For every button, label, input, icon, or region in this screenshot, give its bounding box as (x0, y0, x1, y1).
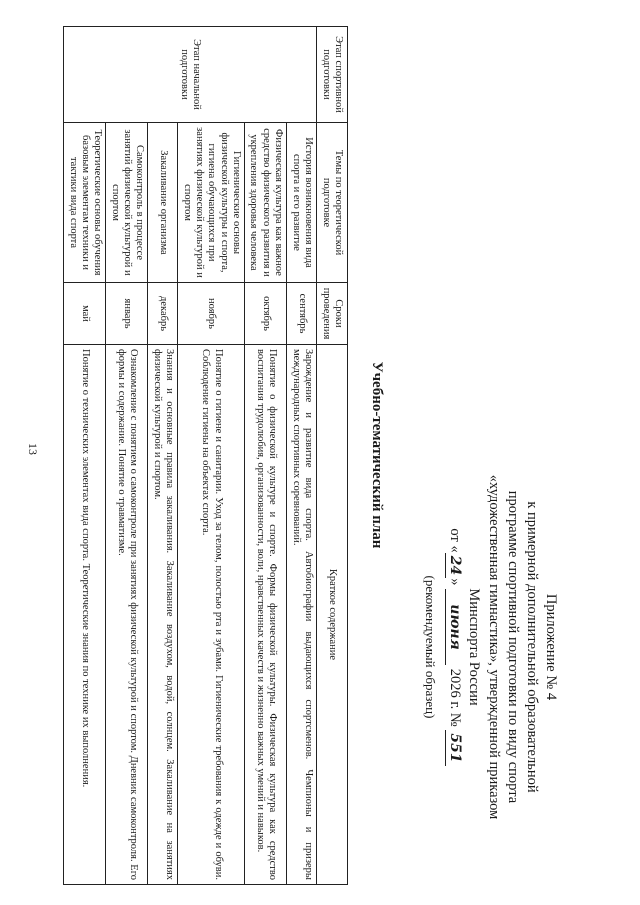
content-cell: Зарождение и развитие вида спорта. Автобиографии выдающихся спортсменов. Чемпионы и призеры международных спортивных соревнований. (287, 345, 317, 885)
header-topic: Темы по теоретической подготовке (317, 123, 348, 283)
table-row (178, 27, 245, 885)
order-month-handwritten: июня (445, 589, 464, 665)
topic-cell: Самоконтроль в процессе занятий физической культурой и спортом (106, 123, 148, 283)
content-cell: Ознакомление с понятием о самоконтроле при занятиях физической культурой и спортом. Дневник самоконтроля. Его формы и содержание. Понятие о травматизме. (106, 345, 148, 885)
topic-cell: Физическая культура как важное средство физического развития и укрепления здоровья человека (245, 123, 287, 283)
table-row (245, 27, 287, 885)
content-cell: Знания и основные правила закаливания. Закаливание воздухом, водой, солнцем. Закаливание на занятиях физической культурой и спортом. (148, 345, 178, 885)
content-cell: Понятие о гигиене и санитарии. Уход за телом, полостью рта и зубами. Гигиенические требования к одежде и обуви. Соблюдение гигиены на объектах спорта. (178, 345, 245, 885)
period-cell: октябрь (245, 283, 287, 345)
page-number: 13 (26, 443, 40, 455)
table-header-row (317, 27, 348, 885)
order-line (445, 432, 464, 862)
content-cell: Понятие о технических элементах вида спорта. Теоретические знания по технике их выполнения. (64, 345, 106, 885)
topic-cell: Теоретические основы обучения базовым элементам техники и тактики вида спорта (64, 123, 106, 283)
appendix-line: программе спортивной подготовки по виду спорта (504, 490, 521, 804)
document-sheet (40, 20, 560, 890)
appendix-line: «художественная гимнастика», утвержденной приказом (485, 474, 502, 820)
table-row (287, 27, 317, 885)
curriculum-table (63, 26, 348, 885)
order-prefix: от « (447, 528, 464, 553)
header-content: Краткое содержание (317, 345, 348, 885)
appendix-header (422, 432, 560, 862)
appendix-line: Минспорта России (466, 588, 483, 706)
order-year: 2026 г. № (447, 668, 464, 727)
sample-note: (рекомендуемый образец) (422, 575, 438, 719)
header-period: Сроки проведения (317, 283, 348, 345)
table-row (64, 27, 106, 885)
table-row (106, 27, 148, 885)
topic-cell: Закаливание организма (148, 123, 178, 283)
period-cell: сентябрь (287, 283, 317, 345)
period-cell: май (64, 283, 106, 345)
header-stage: Этап спортивной подготовки (317, 27, 348, 123)
order-day-handwritten: 24 (445, 553, 464, 578)
period-cell: декабрь (148, 283, 178, 345)
table-row (148, 27, 178, 885)
period-cell: январь (106, 283, 148, 345)
plan-title: Учебно-тематический план (369, 361, 385, 549)
topic-cell: Гигиенические основы физической культуры и спорта, гигиена обучающихся при занятиях физической культурой и спортом (178, 123, 245, 283)
appendix-line: к примерной дополнительной образовательной (523, 501, 540, 793)
topic-cell: История возникновения вида спорта и его развитие (287, 123, 317, 283)
appendix-line: Приложение № 4 (543, 593, 559, 701)
order-mid: » (447, 578, 464, 586)
order-number-handwritten: 551 (445, 730, 464, 765)
stage-cell: Этап начальной подготовки (64, 27, 317, 123)
period-cell: ноябрь (178, 283, 245, 345)
content-cell: Понятие о физической культуре и спорте. Формы физической культуры. Физическая культура как средство воспитания трудолюбия, организованности, воли, нравственных качеств и жизненно важных умений и навыков. (245, 345, 287, 885)
